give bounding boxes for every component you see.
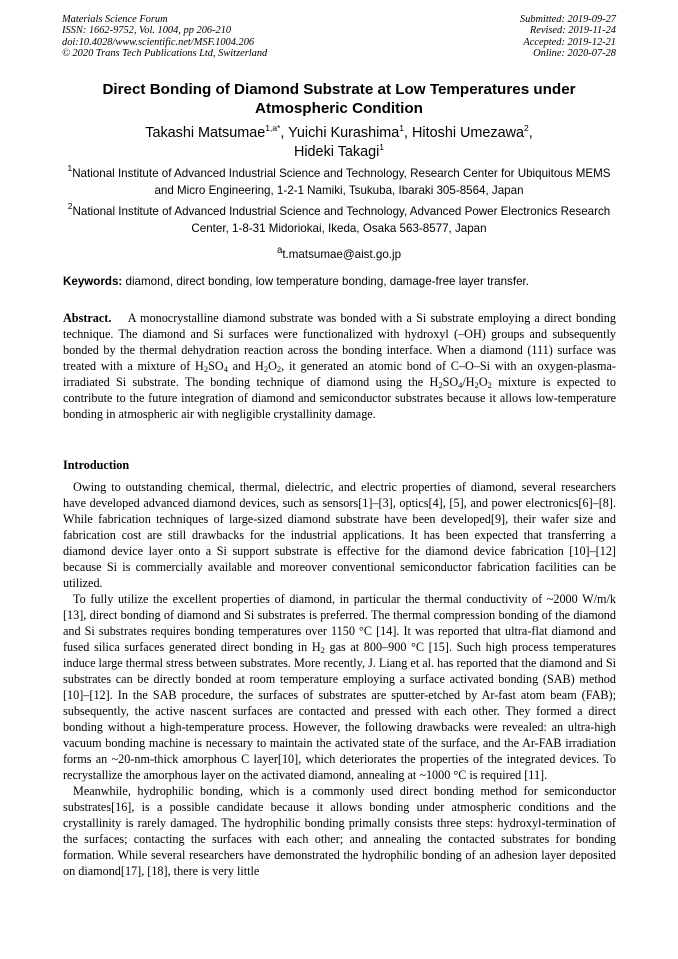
subscript: 2 bbox=[320, 645, 325, 655]
author-affiliation-mark: 1 bbox=[399, 123, 405, 133]
keywords bbox=[63, 274, 618, 290]
author-list: Takashi Matsumae$^{1,a*}$, Yuichi Kurashima$^1$, Hitoshi Umezawa$^2$, Hideki Takagi$^1$ bbox=[145, 123, 533, 160]
keywords-text: diamond, direct bonding, low temperature bonding, damage-free layer transfer. bbox=[125, 275, 529, 288]
journal-doi: doi:10.4028/www.scientific.net/MSF.1004.206 bbox=[62, 36, 255, 48]
subscript: 2 bbox=[438, 380, 443, 390]
journal-header bbox=[62, 14, 267, 60]
date-submitted: Submitted: 2019-09-27 bbox=[519, 14, 616, 25]
email-address[interactable]: t.matsumae@aist.go.jp bbox=[282, 247, 402, 261]
paragraph: Owing to outstanding chemical, thermal, dielectric, and electric properties of diamond, several researchers have developed advanced diamond devices, such as sensors[1]–[3], optics[4], [5], and power electronics[6]–[8]. While fabrication techniques of large-sized diamond substrate have been developed[9], their wafer size and fabrication cost are still drawbacks for the industrial applications. It has been expected that transferring a diamond device layer onto a Si support substrate is effective for the diamond device fabrication [10]–[12] because Si is commercially available and moreover conventional semiconductor fabrication facilities can be utilized. bbox=[63, 480, 616, 590]
journal-copyright: © 2020 Trans Tech Publications Ltd, Switzerland bbox=[62, 48, 268, 60]
abstract-text: SO bbox=[208, 359, 224, 373]
author-name: Takashi Matsumae bbox=[145, 125, 266, 141]
paragraph-text: gas at 800–900 °C [15]. Such high process temperatures induce large thermal stress between substrates. More recently, J. Liang et al. has reported that the diamond and Si substrates can be directly bonded at room temperature employing a surface activated bonding (SAB) method [10]–[12]. In the SAB procedure, the surfaces of substrates are sputter-etched by Ar-fast atom beam (FAB); subsequently, the active nascent surfaces are contacted and pressed with each other. They formed a direct bonding without a high-temperature process. However, the following drawbacks were revealed: an ultra-high vacuum bonding machine is necessary to maintain the activated state of the surface, and the Ar-FAB irradiation forms an ~20-nm-thick amorphous C layer[10], which deteriorates the properties of the integrated devices. To recrystallize the amorphous layer on the activated diamond, annealing at ~1000 °C is required [11]. bbox=[63, 640, 616, 782]
abstract-text: mixture is expected to contribute to the future integration of diamond and semiconductor substrates because it allows low-temperature bonding in atmospheric air with negligible crystallinity damage. bbox=[63, 375, 616, 421]
abstract bbox=[63, 310, 616, 422]
subscript: 2 bbox=[487, 380, 492, 390]
subscript: 2 bbox=[474, 380, 479, 390]
author-affiliation-mark: 1 bbox=[379, 141, 385, 152]
journal-issn: ISSN: 1662-9752, Vol. 1004, pp 206-210 bbox=[62, 25, 232, 37]
affiliation-text: National Institute of Advanced Industrial Science and Technology, Research Center for Ubiquitous MEMS and Micro Engineering, 1-2-1 Namiki, Tsukuba, Ibaraki 305-8564, Japan bbox=[72, 167, 611, 197]
abstract-text: A monocrystalline diamond substrate was bonded with a Si substrate employing a direct bonding technique. The diamond and Si surfaces were functionalized with hydroxyl (–OH) groups and subsequently bonded by the thermal dehydration reaction across the bonding interface. When a diamond (111) surface was treated with a mixture of H bbox=[63, 311, 616, 373]
date-revised: Revised: 2019-11-24 bbox=[529, 25, 616, 37]
subscript: 4 bbox=[223, 364, 228, 374]
date-accepted: Accepted: 2019-12-21 bbox=[523, 36, 616, 48]
author-affiliation-mark: 2 bbox=[524, 123, 529, 133]
affiliation-2 bbox=[60, 203, 618, 237]
affiliation-mark: 2 bbox=[67, 201, 73, 211]
paper-title: Direct Bonding of Diamond Substrate at Low Temperatures under Atmospheric Condition bbox=[102, 81, 576, 117]
subscript: 4 bbox=[458, 380, 463, 390]
email-mark: a bbox=[276, 245, 283, 256]
paragraph bbox=[63, 591, 616, 783]
author-affiliation-mark: 1,a* bbox=[265, 123, 281, 133]
paragraph-text: To fully utilize the excellent properties of diamond, in particular the thermal conductivity of ~2000 W/m/k [13], direct bonding of diamond and Si substrates is preferred. The thermal compression bonding of the diamond and Si substrates requires bonding temperatures over 1150 °C [14]. It was reported that ultra-flat diamond and fused silica surfaces generated direct bonding in H bbox=[63, 592, 616, 654]
introduction-body bbox=[63, 479, 616, 879]
abstract-text: O bbox=[478, 375, 488, 389]
keywords-label: Keywords: bbox=[63, 275, 123, 288]
affiliation-mark: 1 bbox=[67, 163, 73, 173]
journal-name: Materials Science Forum bbox=[62, 14, 168, 25]
abstract-text: /H bbox=[462, 375, 475, 389]
corresponding-email[interactable] bbox=[60, 242, 618, 263]
dates-header bbox=[520, 14, 616, 60]
abstract-text: and H bbox=[227, 359, 264, 373]
abstract-label: Abstract. bbox=[63, 311, 112, 325]
subscript: 2 bbox=[203, 364, 209, 374]
affiliation-text: National Institute of Advanced Industrial Science and Technology, Advanced Power Electronics Research Center, 1-8-31 Midoriokai, Ikeda, Osaka 563-8577, Japan bbox=[72, 205, 611, 235]
abstract-text: , it generated an atomic bond of C–O–Si with an oxygen-plasma-irradiated Si substrate. The bonding technique of diamond using the H bbox=[63, 359, 616, 389]
affiliation-1 bbox=[60, 165, 618, 199]
author-name: Hitoshi Umezawa bbox=[412, 125, 524, 141]
section-heading-introduction: Introduction bbox=[63, 458, 130, 472]
author-name: Hideki Takagi bbox=[293, 143, 380, 160]
subscript: 2 bbox=[263, 364, 269, 374]
paragraph: Meanwhile, hydrophilic bonding, which is a commonly used direct bonding method for semiconductor substrates[16], is a possible candidate because it allows bonding under atmospheric conditions and the crystallinity is rarely damaged. The hydrophilic bonding primally consists three steps: hydroxyl-termination of the surfaces; contacting the surfaces with each other; and annealing the contacted substrates for bonding formation. While several researchers have demonstrated the hydrophilic bonding of an adhesion layer deposited on diamond[17], [18], there is very little bbox=[63, 784, 616, 878]
author-name: Yuichi Kurashima bbox=[288, 125, 400, 141]
subscript: 2 bbox=[276, 364, 282, 374]
abstract-text: O bbox=[268, 359, 277, 373]
abstract-text: SO bbox=[442, 375, 459, 389]
date-online: Online: 2020-07-28 bbox=[533, 48, 616, 60]
